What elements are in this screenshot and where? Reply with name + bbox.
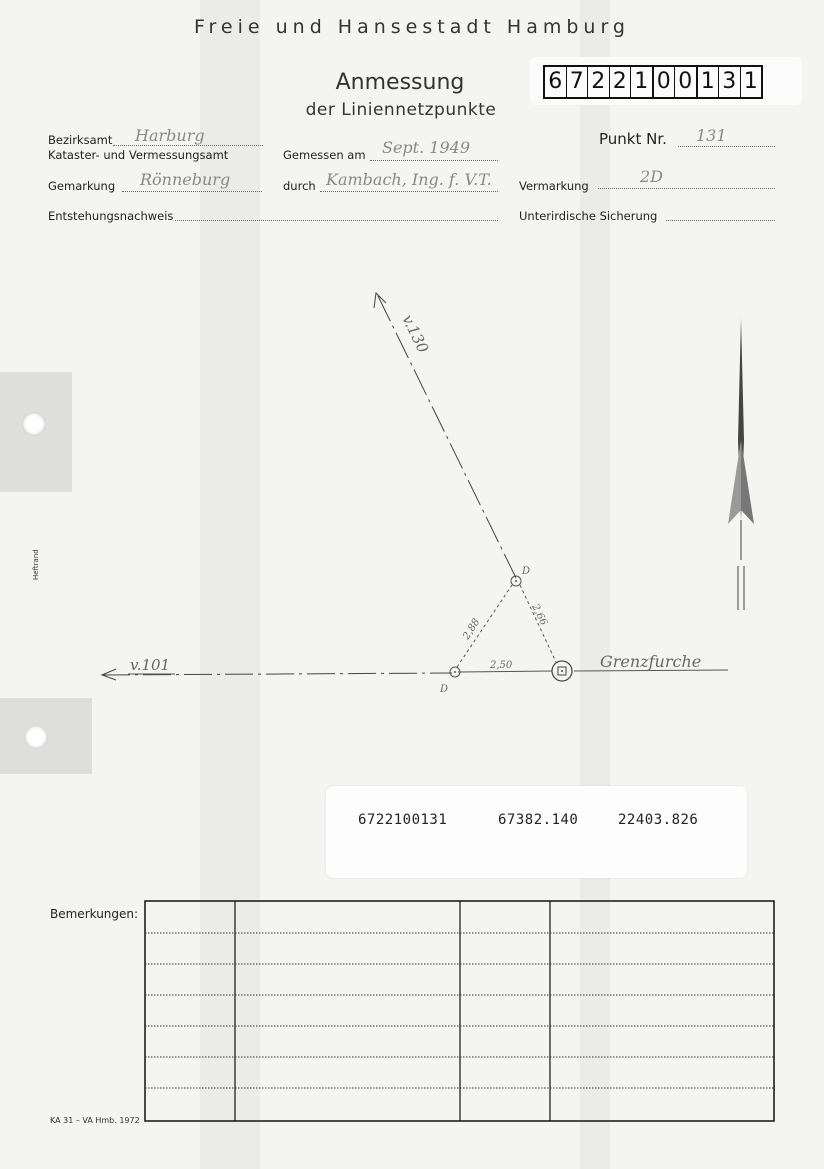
- boundary-line: [458, 671, 552, 672]
- leg-288: [457, 585, 512, 667]
- digit-cell: 1: [631, 67, 654, 97]
- digit-cell: 0: [654, 67, 676, 97]
- gemessen-value: Sept. 1949: [382, 138, 470, 157]
- digit-cell: 1: [743, 69, 758, 94]
- coordinate-x: 67382.140: [498, 812, 579, 828]
- coordinates-label: [326, 786, 747, 878]
- label-v130: v.130: [398, 311, 433, 356]
- gemarkung-value: Rönneburg: [140, 170, 231, 189]
- document-subtitle: der Liniennetzpunkte: [305, 100, 497, 120]
- entstehung-label: Entstehungsnachweis: [48, 209, 174, 223]
- digit-cell: 3: [719, 67, 741, 97]
- form-code: KA 31 – VA Hmb. 1972: [50, 1116, 140, 1125]
- bezirksamt-label: Bezirksamt: [48, 133, 113, 147]
- digit-cell: 0: [675, 67, 698, 97]
- remarks-table: [140, 898, 780, 1126]
- main-point-center: [561, 670, 563, 672]
- durch-value: Kambach, Ing. f. V.T.: [326, 170, 492, 189]
- dist-250: 2,50: [490, 660, 513, 671]
- mark-d2: D: [440, 684, 449, 695]
- vermarkung-value: 2D: [640, 167, 664, 186]
- dist-266: 2,66: [529, 602, 549, 628]
- gemessen-label: Gemessen am: [283, 148, 366, 162]
- digit-cell: 6: [545, 67, 567, 97]
- dist-288: 2,88: [461, 616, 483, 642]
- digit-cell: 2: [588, 67, 610, 97]
- digit-cell: 2: [610, 67, 632, 97]
- point-d1-center: [515, 580, 517, 582]
- punkt-label: Punkt Nr.: [599, 130, 667, 148]
- durch-label: durch: [283, 179, 316, 193]
- line-to-v130: [378, 296, 516, 578]
- digit-cell: 1: [698, 67, 720, 97]
- vermarkung-label: Vermarkung: [519, 179, 589, 193]
- north-arrow-icon: [728, 318, 754, 610]
- coordinate-y: 22403.826: [618, 812, 699, 828]
- kataster-label: Kataster- und Vermessungsamt: [48, 148, 229, 162]
- mark-d1: D: [522, 566, 531, 577]
- gemarkung-label: Gemarkung: [48, 179, 116, 193]
- point-d2-center: [454, 671, 456, 673]
- authority-heading: Freie und Hansestadt Hamburg: [193, 16, 630, 38]
- label-grenzfurche: Grenzfurche: [600, 652, 702, 671]
- bezirksamt-value: Harburg: [135, 126, 205, 145]
- remarks-label: Bemerkungen:: [50, 907, 139, 921]
- label-v101: v.101: [130, 656, 171, 674]
- coordinate-point-id: 6722100131: [358, 812, 448, 828]
- heftrand-label: Heftrand: [32, 549, 40, 580]
- punkt-value: 131: [696, 126, 727, 145]
- digit-cell: 7: [567, 67, 589, 97]
- sicherung-label: Unterirdische Sicherung: [519, 209, 658, 223]
- document-title: Anmessung: [335, 70, 465, 95]
